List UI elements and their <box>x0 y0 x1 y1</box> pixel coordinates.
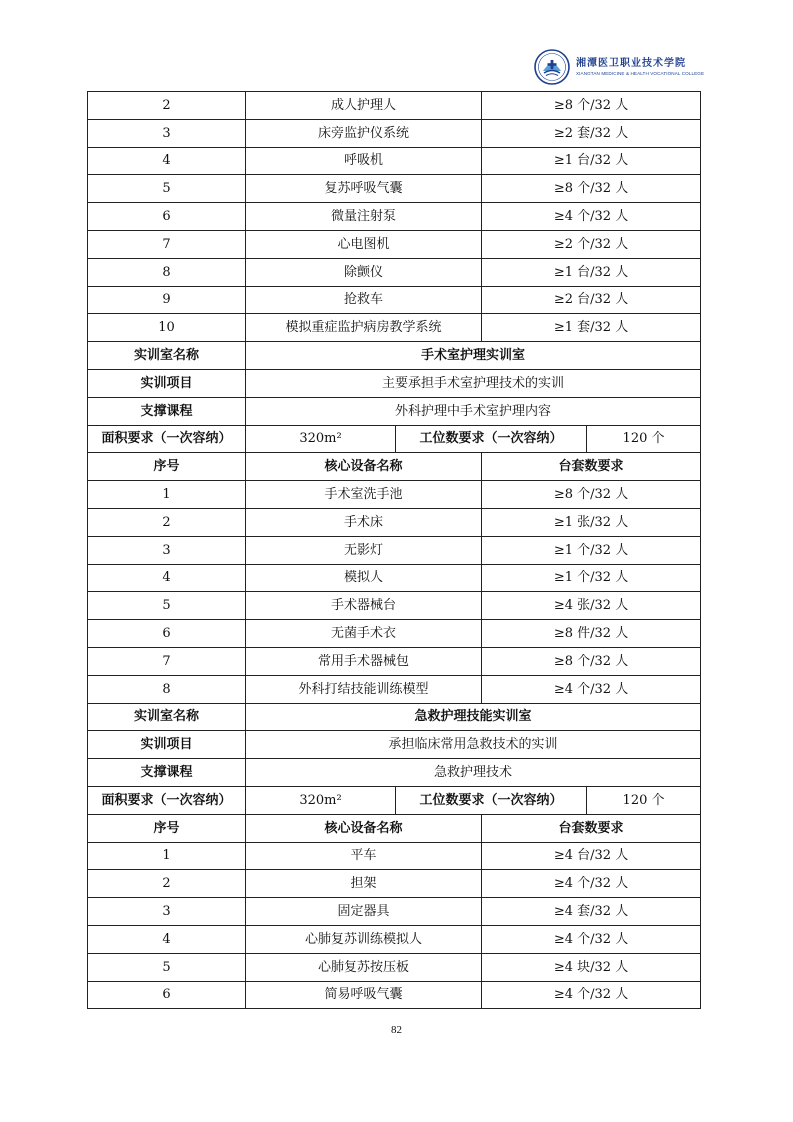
col-header-no: 序号 <box>88 453 246 481</box>
requirements-row <box>88 786 701 814</box>
column-header-row <box>88 814 701 842</box>
room-name-label: 实训室名称 <box>88 342 246 370</box>
college-emblem-icon <box>534 49 570 85</box>
table-row: 4 呼吸机 ≥1 台/32 人 <box>88 147 701 175</box>
table-row: 8 外科打结技能训练模型 ≥4 个/32 人 <box>88 675 701 703</box>
table-row: 2 手术床 ≥1 张/32 人 <box>88 508 701 536</box>
area-value: 320m² <box>246 425 396 453</box>
station-value: 120 个 <box>587 425 701 453</box>
logo-english-name: XIANGTAN MEDICINE & HEALTH VOCATIONAL COLLEGE <box>576 71 705 76</box>
page-number: 82 <box>391 1024 402 1036</box>
project-value: 主要承担手术室护理技术的实训 <box>246 369 701 397</box>
area-value: 320m² <box>246 786 396 814</box>
equipment-table <box>87 91 701 1009</box>
area-label: 面积要求（一次容纳） <box>88 425 246 453</box>
table-row: 2 担架 ≥4 个/32 人 <box>88 870 701 898</box>
courses-row <box>88 397 701 425</box>
table-row: 8 除颤仪 ≥1 台/32 人 <box>88 258 701 286</box>
table-row: 3 无影灯 ≥1 个/32 人 <box>88 536 701 564</box>
college-logo <box>534 47 704 87</box>
courses-value: 外科护理中手术室护理内容 <box>246 397 701 425</box>
table-row: 1 手术室洗手池 ≥8 个/32 人 <box>88 481 701 509</box>
room-name-row <box>88 703 701 731</box>
col-header-quantity: 台套数要求 <box>482 453 701 481</box>
station-label: 工位数要求（一次容纳） <box>396 425 587 453</box>
table-row: 3 床旁监护仪系统 ≥2 套/32 人 <box>88 119 701 147</box>
table-row: 9 抢救车 ≥2 台/32 人 <box>88 286 701 314</box>
table-row: 5 复苏呼吸气囊 ≥8 个/32 人 <box>88 175 701 203</box>
project-value: 承担临床常用急救技术的实训 <box>246 731 701 759</box>
courses-value: 急救护理技术 <box>246 759 701 787</box>
courses-label: 支撑课程 <box>88 759 246 787</box>
room-name-value: 急救护理技能实训室 <box>246 703 701 731</box>
project-label: 实训项目 <box>88 369 246 397</box>
station-label: 工位数要求（一次容纳） <box>396 786 587 814</box>
table-row: 5 心肺复苏按压板 ≥4 块/32 人 <box>88 953 701 981</box>
table-row: 1 平车 ≥4 台/32 人 <box>88 842 701 870</box>
col-header-no: 序号 <box>88 814 246 842</box>
project-row <box>88 369 701 397</box>
courses-row <box>88 759 701 787</box>
table-row: 10 模拟重症监护病房教学系统 ≥1 套/32 人 <box>88 314 701 342</box>
table-row: 7 心电图机 ≥2 个/32 人 <box>88 230 701 258</box>
table-row: 4 模拟人 ≥1 个/32 人 <box>88 564 701 592</box>
logo-chinese-name: 湘潭医卫职业技术学院 <box>576 58 686 69</box>
table-row: 6 简易呼吸气囊 ≥4 个/32 人 <box>88 981 701 1009</box>
table-row: 6 无菌手术衣 ≥8 件/32 人 <box>88 620 701 648</box>
table-row: 4 心肺复苏训练模拟人 ≥4 个/32 人 <box>88 925 701 953</box>
table-row: 6 微量注射泵 ≥4 个/32 人 <box>88 203 701 231</box>
table-row: 7 常用手术器械包 ≥8 个/32 人 <box>88 647 701 675</box>
project-row <box>88 731 701 759</box>
station-value: 120 个 <box>587 786 701 814</box>
room-name-label: 实训室名称 <box>88 703 246 731</box>
table-row: 5 手术器械台 ≥4 张/32 人 <box>88 592 701 620</box>
col-header-quantity: 台套数要求 <box>482 814 701 842</box>
table-row: 3 固定器具 ≥4 套/32 人 <box>88 898 701 926</box>
room-name-row <box>88 342 701 370</box>
col-header-equipment: 核心设备名称 <box>246 814 482 842</box>
column-header-row <box>88 453 701 481</box>
table-row: 2 成人护理人 ≥8 个/32 人 <box>88 92 701 120</box>
courses-label: 支撑课程 <box>88 397 246 425</box>
area-label: 面积要求（一次容纳） <box>88 786 246 814</box>
room-name-value: 手术室护理实训室 <box>246 342 701 370</box>
col-header-equipment: 核心设备名称 <box>246 453 482 481</box>
requirements-row <box>88 425 701 453</box>
project-label: 实训项目 <box>88 731 246 759</box>
